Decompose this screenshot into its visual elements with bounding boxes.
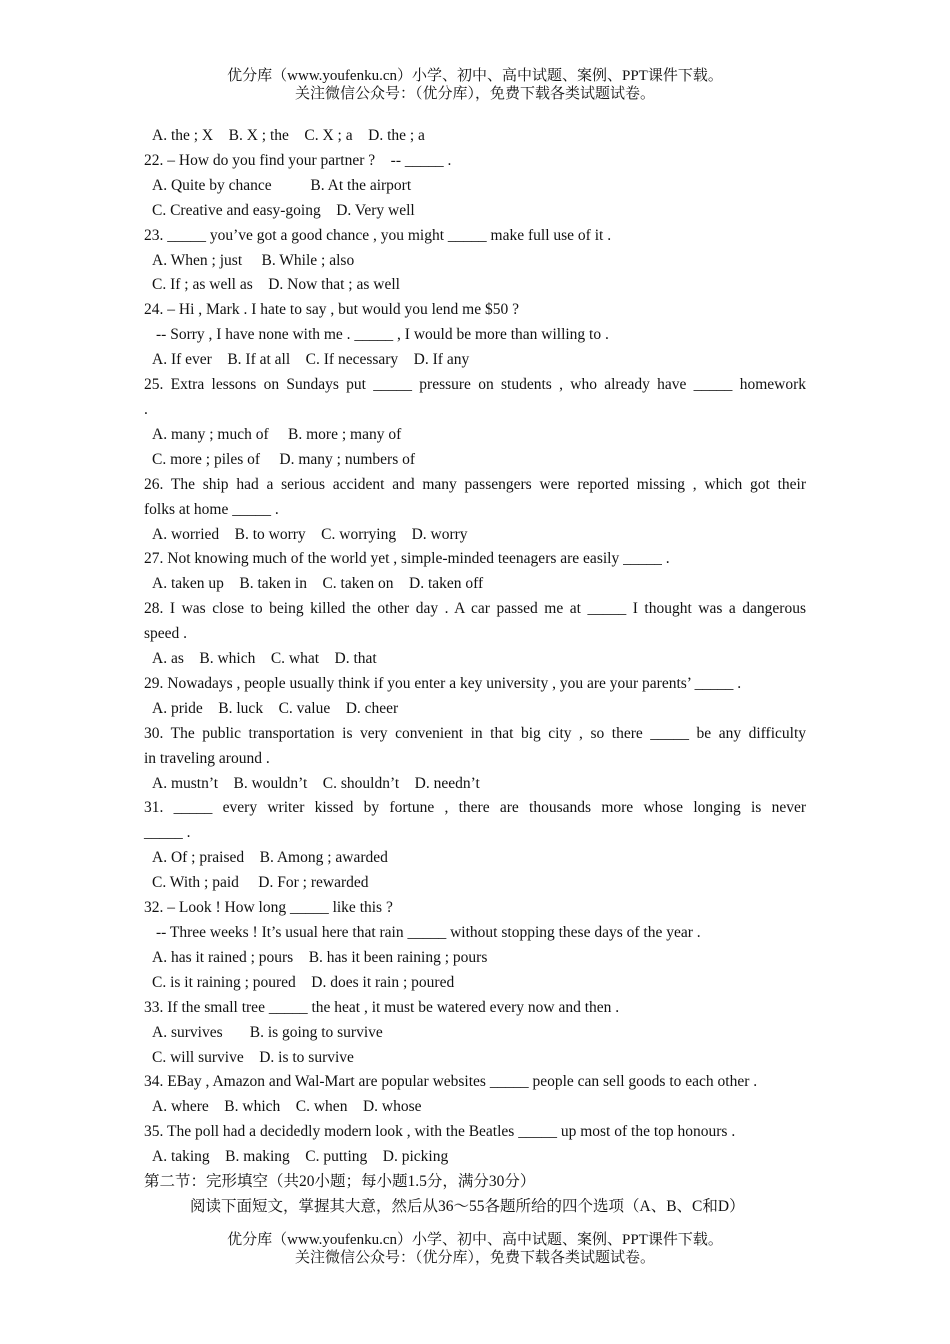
- page-footer: [0, 1231, 950, 1267]
- footer-line-2: 关注微信公众号：（优分库），免费下载各类试题试卷。: [294, 1250, 655, 1266]
- exam-content: [144, 124, 806, 1220]
- q27-options: A. taken up B. taken in C. taken on D. taken off: [152, 575, 484, 593]
- section-2-instructions: 阅读下面短文，掌握其大意，然后从36～55各题所给的四个选项（A、B、C和D）: [190, 1197, 745, 1215]
- q23-stem: 23. _____ you’ve got a good chance , you might _____ make full use of it .: [144, 226, 612, 244]
- q23-options-cd: C. If ; as well as D. Now that ; as well: [152, 276, 400, 294]
- q26-stem-line-2: folks at home _____ .: [144, 500, 279, 518]
- q26-options: A. worried B. to worry C. worrying D. worry: [152, 525, 468, 543]
- q32-reply: -- Three weeks ! It’s usual here that rain _____ without stopping these days of the year .: [156, 924, 701, 941]
- q33-options-cd: C. will survive D. is to survive: [152, 1048, 354, 1066]
- q28-options: A. as B. which C. what D. that: [152, 650, 377, 668]
- q22-options-cd: C. Creative and easy-going D. Very well: [152, 201, 415, 219]
- q24-options: A. If ever B. If at all C. If necessary D. If any: [152, 351, 470, 369]
- q22-stem: 22. – How do you find your partner ? -- _____ .: [144, 151, 452, 169]
- q33-stem: 33. If the small tree _____ the heat , it must be watered every now and then .: [144, 998, 620, 1016]
- q31-stem-line-2: _____ .: [144, 824, 191, 842]
- q28-stem-line-2: speed .: [144, 625, 188, 643]
- q32-options-cd: C. is it raining ; poured D. does it rain ; poured: [152, 973, 455, 991]
- header-line-2: 关注微信公众号：（优分库），免费下载各类试题试卷。: [294, 86, 655, 102]
- q30-stem-line-1: 30. The public transportation is very convenient in that big city , so there _____ be any difficulty: [144, 724, 806, 742]
- q25-options-cd: C. more ; piles of D. many ; numbers of: [152, 450, 416, 468]
- q26-stem-line-1: 26. The ship had a serious accident and many passengers were reported missing , which got their: [144, 475, 806, 493]
- section-2-title: 第二节：完形填空（共20小题；每小题1.5分，满分30分）: [144, 1173, 536, 1191]
- q29-options: A. pride B. luck C. value D. cheer: [152, 699, 399, 717]
- q30-options: A. mustn’t B. wouldn’t C. shouldn’t D. needn’t: [152, 774, 480, 792]
- q31-options-cd: C. With ; paid D. For ; rewarded: [152, 874, 369, 892]
- q24-stem: 24. – Hi , Mark . I hate to say , but would you lend me $50 ?: [144, 301, 519, 319]
- q27-stem: 27. Not knowing much of the world yet , simple-minded teenagers are easily _____ .: [144, 550, 670, 568]
- q32-options-ab: A. has it rained ; pours B. has it been raining ; pours: [152, 948, 488, 966]
- q29-stem: 29. Nowadays , people usually think if you enter a key university , you are your parents’ _____ .: [144, 674, 742, 692]
- q35-options: A. taking B. making C. putting D. picking: [152, 1148, 449, 1166]
- q25-stem-line-1: 25. Extra lessons on Sundays put _____ pressure on students , who already have _____ homework: [144, 376, 806, 394]
- q22-options-ab: A. Quite by chance B. At the airport: [152, 176, 412, 194]
- q34-options: A. where B. which C. when D. whose: [152, 1098, 422, 1116]
- q33-options-ab: A. survives B. is going to survive: [152, 1023, 383, 1041]
- q25-stem-line-2: .: [144, 400, 148, 418]
- header-line-1: 优分库（www.youfenku.cn）小学、初中、高中试题、案例、PPT课件下载。: [227, 68, 723, 84]
- q31-stem-line-1: 31. _____ every writer kissed by fortune , there are thousands more whose longing is never: [144, 799, 806, 817]
- q23-options-ab: A. When ; just B. While ; also: [152, 251, 355, 269]
- q35-stem: 35. The poll had a decidedly modern look , with the Beatles _____ up most of the top honours .: [144, 1123, 736, 1141]
- q28-stem-line-1: 28. I was close to being killed the other day . A car passed me at _____ I thought was a dangerous: [144, 600, 806, 618]
- q34-stem: 34. EBay , Amazon and Wal-Mart are popular websites _____ people can sell goods to each other .: [144, 1073, 758, 1091]
- q31-options-ab: A. Of ; praised B. Among ; awarded: [152, 849, 388, 867]
- q25-options-ab: A. many ; much of B. more ; many of: [152, 425, 402, 443]
- footer-line-1: 优分库（www.youfenku.cn）小学、初中、高中试题、案例、PPT课件下载。: [227, 1232, 723, 1248]
- q32-stem: 32. – Look ! How long _____ like this ?: [144, 899, 393, 917]
- q30-stem-line-2: in traveling around .: [144, 749, 270, 767]
- q24-reply: -- Sorry , I have none with me . _____ , I would be more than willing to .: [156, 326, 609, 344]
- page-header: [0, 67, 950, 103]
- q21-options: A. the ; X B. X ; the C. X ; a D. the ; a: [152, 127, 425, 144]
